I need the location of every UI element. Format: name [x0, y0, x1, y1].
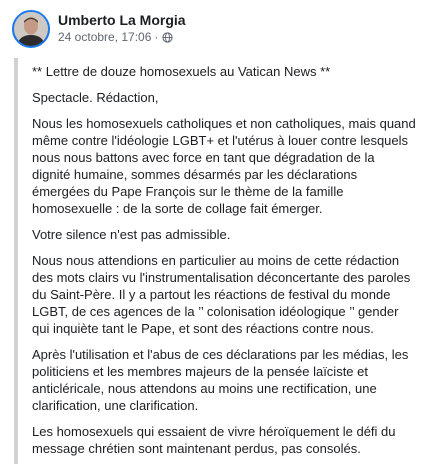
post-paragraph: ** Lettre de douze homosexuels au Vatican News ** — [32, 64, 331, 79]
post-paragraph: Votre silence n'est pas admissible. — [32, 227, 231, 242]
post-body — [32, 63, 416, 466]
post-paragraph: Nous nous attendions en particulier au moins de cette rédaction des mots clairs vu l'instrumentalisation déconcertante des paroles du Saint-Père. Il y a partout les réactions de festival du monde LGBT, de ces agences de la ’’ colonisation idéologique ’’ gender qui inquiète tant le Pape, et sont des réactions contre nous. — [32, 253, 411, 336]
quote-bar — [14, 58, 18, 464]
post-paragraph: Les homosexuels qui essaient de vivre héroïquement le défi du message chrétien sont maintenant perdus, pas consolés. — [32, 424, 396, 456]
post-header — [12, 10, 412, 50]
post-paragraph: Après l'utilisation et l'abus de ces déclarations par les médias, les politiciens et les membres majeurs de la pensée laïciste et anticléricale, nous attendons au moins une rectification, une clarification, une clarification. — [32, 347, 409, 413]
post-paragraph: Spectacle. Rédaction, — [32, 90, 159, 105]
author-name[interactable]: Umberto La Morgia — [58, 12, 186, 28]
post-meta — [58, 30, 173, 44]
meta-separator: · — [154, 30, 159, 44]
post-timestamp[interactable]: 24 octobre, 17:06 — [58, 30, 152, 44]
avatar-photo-icon — [14, 12, 48, 46]
globe-icon[interactable] — [162, 32, 173, 43]
post-paragraph: Nous les homosexuels catholiques et non catholiques, mais quand même contre l'idéologie LGBT+ et l'utérus à louer contre lesquels nous nous battons avec force en tant que dégradation de la dignité humaine, sommes désarmés par les déclarations émergées du Pape François sur le thème de la famille homosexuelle : de la sorte de collage fait émerger. — [32, 116, 416, 216]
avatar[interactable] — [12, 10, 50, 48]
